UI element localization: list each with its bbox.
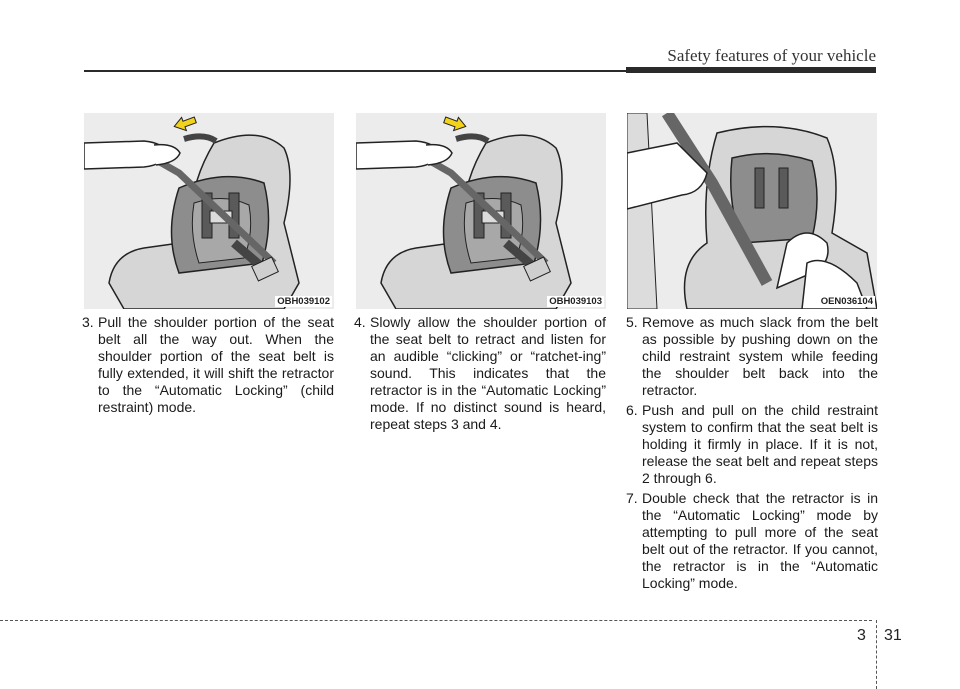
step-6 xyxy=(626,402,878,487)
step-5 xyxy=(626,314,878,399)
step-number: 3. xyxy=(82,314,94,330)
step-text: Slowly allow the shoulder portion of the seat belt to retract and listen for an audible “clicking” or “ratchet-ing” sound. This indicates that the retractor is in the “Automatic Locking” mode. If no distinct sound is heard, repeat steps 3 and 4. xyxy=(370,314,606,432)
child-seat-illustration xyxy=(84,113,334,309)
header-rule-accent xyxy=(626,67,876,73)
text-column-2 xyxy=(354,314,606,436)
text-column-1 xyxy=(82,314,334,419)
step-number: 6. xyxy=(626,402,638,418)
figure-code: OEN036104 xyxy=(820,296,873,307)
step-text: Push and pull on the child restraint system to confirm that the seat belt is holding it firmly in place. If it is not, release the seat belt and repeat steps 2 through 6. xyxy=(642,402,878,486)
figure-retract-belt xyxy=(356,113,606,309)
step-text: Double check that the retractor is in the “Automatic Locking” mode by attempting to pull more of the seat belt out of the retractor. If you cannot, the retractor is in the “Automatic Locking” mode. xyxy=(642,490,878,591)
text-column-3 xyxy=(626,314,878,595)
child-seat-illustration xyxy=(627,113,877,309)
figure-code: OBH039102 xyxy=(277,296,330,307)
step-4 xyxy=(354,314,606,433)
step-text: Remove as much slack from the belt as possible by pushing down on the child restraint system while feeding the shoulder belt back into the retractor. xyxy=(642,314,878,398)
page-number: 31 xyxy=(884,627,902,644)
step-text: Pull the shoulder portion of the seat belt all the way out. When the shoulder portion of the seat belt is fully extended, it will shift the retractor to the “Automatic Locking” (child restraint) mode. xyxy=(98,314,334,415)
chapter-number: 3 xyxy=(857,627,866,644)
figure-remove-slack xyxy=(627,113,877,309)
step-number: 7. xyxy=(626,490,638,506)
footer-rule xyxy=(0,620,872,621)
step-number: 5. xyxy=(626,314,638,330)
step-number: 4. xyxy=(354,314,366,330)
step-3 xyxy=(82,314,334,416)
child-seat-illustration xyxy=(356,113,606,309)
header-title: Safety features of your vehicle xyxy=(667,46,876,65)
step-7 xyxy=(626,490,878,592)
figure-pull-belt xyxy=(84,113,334,309)
footer-divider xyxy=(876,620,877,689)
figure-code: OBH039103 xyxy=(549,296,602,307)
